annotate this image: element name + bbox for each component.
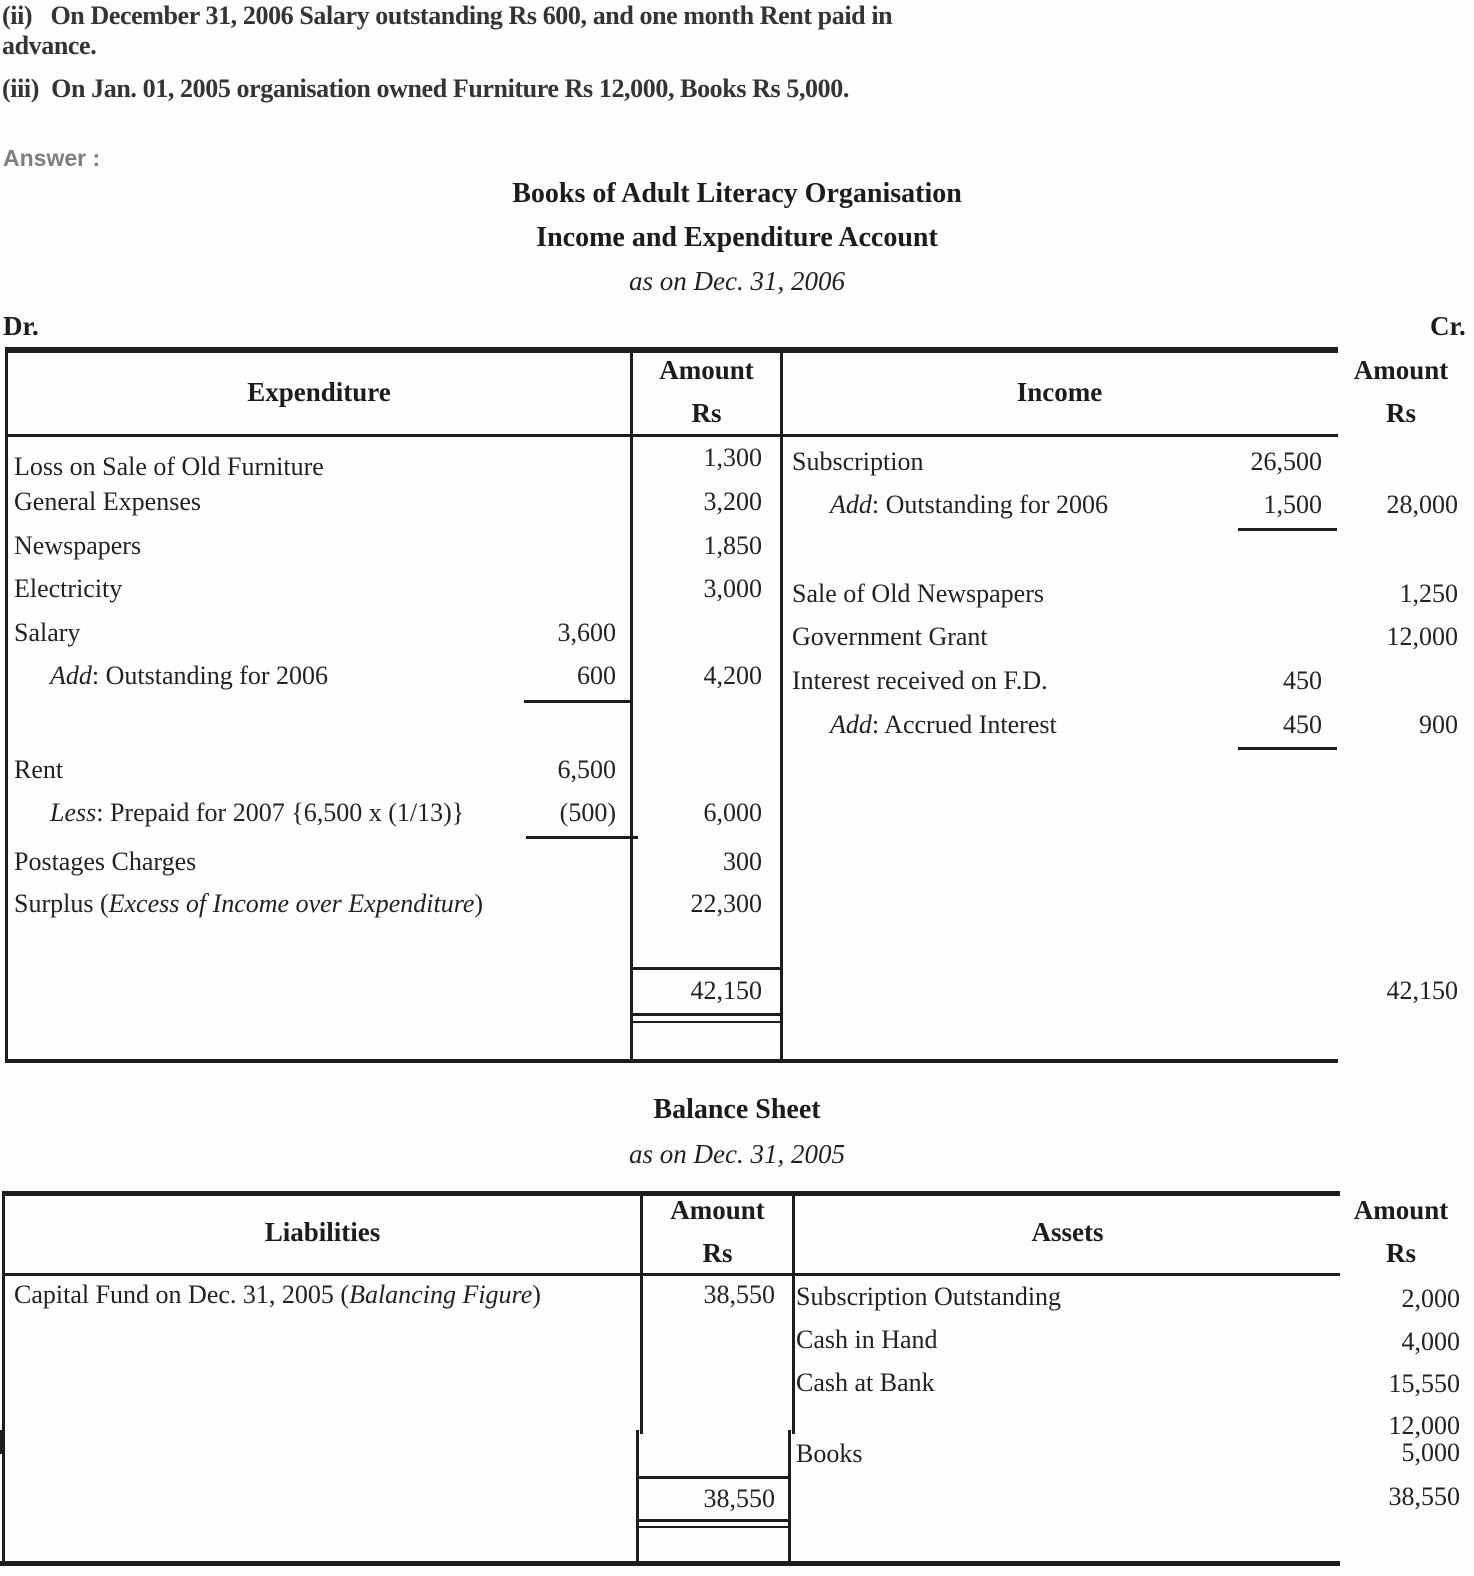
total-rule-top	[638, 1476, 790, 1479]
bs-amount-col-right-divider-lower	[788, 1430, 791, 1566]
table-row-label: Salary	[14, 618, 81, 647]
sub-amount-cell: 450	[1283, 666, 1322, 695]
table-row-label: Newspapers	[14, 531, 142, 560]
balance-sheet-title: Balance Sheet	[653, 1094, 821, 1125]
total-amount-cell: 42,150	[690, 976, 762, 1005]
ie-col-income: Income	[1016, 377, 1103, 407]
note-iii: (iii) On Jan. 01, 2005 organisation owned Furniture Rs 12,000, Books Rs 5,000.	[2, 74, 849, 103]
balance-sheet-date: as on Dec. 31, 2005	[629, 1139, 845, 1169]
bs-col-assets: Assets	[1031, 1217, 1104, 1247]
sub-amount-cell: 6,500	[557, 755, 616, 784]
table-row-label: General Expenses	[14, 487, 201, 516]
table-row-label: Capital Fund on Dec. 31, 2005 (Balancing Figure)	[14, 1280, 541, 1309]
total-rule-top	[632, 967, 782, 970]
table-row-label: Subscription Outstanding	[796, 1282, 1062, 1311]
sub-amount-cell: 1,500	[1263, 490, 1322, 519]
outer-amount-cell: 1,250	[1399, 579, 1458, 608]
sub-amount-cell: 3,600	[557, 618, 616, 647]
table-row-label: Cash in Hand	[796, 1325, 938, 1354]
table-row-label: Surplus (Excess of Income over Expenditure)	[14, 889, 484, 918]
bs-table-bottom-border	[0, 1561, 1340, 1566]
total-rule-double	[638, 1526, 790, 1528]
amount-cell: 4,200	[703, 661, 762, 690]
amount-cell: 38,550	[703, 1280, 775, 1309]
sub-total-rule	[1238, 528, 1337, 531]
outer-amount-cell: 4,000	[1401, 1327, 1460, 1356]
total-amount-cell: 42,150	[1386, 976, 1458, 1005]
ie-col-amount: Amount	[659, 355, 754, 385]
amount-cell: 1,850	[703, 531, 762, 560]
bs-col-amount: Amount	[670, 1195, 765, 1225]
amount-cell: 3,200	[703, 487, 762, 516]
outer-amount-cell: 12,000	[1386, 622, 1458, 651]
sub-total-rule	[1238, 747, 1337, 750]
sub-amount-cell: 450	[1283, 710, 1322, 739]
table-row-label: Add: Outstanding for 2006	[50, 661, 329, 690]
note-ii-line1: (ii) On December 31, 2006 Salary outstanding Rs 600, and one month Rent paid in	[2, 1, 893, 30]
outer-amount-cell: 28,000	[1386, 490, 1458, 519]
table-row-label: Cash at Bank	[796, 1368, 935, 1397]
table-row-label: Subscription	[792, 447, 924, 476]
outer-amount-cell: 900	[1419, 710, 1458, 739]
ie-amount-col-right-divider	[780, 347, 783, 1062]
amount-cell: 1,300	[703, 443, 762, 472]
table-row-label: Rent	[14, 755, 64, 784]
table-row-label: Sale of Old Newspapers	[792, 579, 1044, 608]
ie-col-amount-unit: Rs	[691, 398, 722, 428]
amount-cell: 22,300	[690, 889, 762, 918]
bs-col-liabilities: Liabilities	[264, 1217, 381, 1247]
amount-cell: 300	[723, 847, 762, 876]
sub-total-rule	[526, 836, 638, 839]
outer-amount-cell: 15,550	[1388, 1369, 1460, 1398]
total-rule-double	[632, 1021, 782, 1023]
ie-table-top-border	[5, 347, 1338, 353]
bs-col-amount-unit: Rs	[702, 1238, 733, 1268]
bs-col-amount-outer-unit: Rs	[1385, 1238, 1416, 1268]
sub-total-rule	[524, 700, 632, 703]
dr-label: Dr.	[3, 311, 39, 341]
cr-label: Cr.	[1430, 311, 1466, 341]
outer-amount-cell: 5,000	[1401, 1438, 1460, 1467]
sub-amount-cell: 600	[577, 661, 616, 690]
total-rule-bottom	[632, 1013, 782, 1016]
amount-cell: 6,000	[703, 798, 762, 827]
scan-artifact-tick	[0, 1430, 5, 1454]
ie-col-amount-outer: Amount	[1353, 355, 1449, 385]
bs-table-left-border	[2, 1191, 5, 1566]
book-title: Books of Adult Literacy Organisation	[512, 178, 962, 209]
bs-amount-col-left-divider-lower	[636, 1430, 639, 1566]
account-date: as on Dec. 31, 2006	[629, 266, 845, 296]
total-rule-bottom	[638, 1519, 790, 1522]
table-row-label: Electricity	[14, 574, 123, 603]
table-row-label: Postages Charges	[14, 847, 197, 876]
table-row-label: Less: Prepaid for 2007 {6,500 x (1/13)}	[50, 798, 465, 827]
ie-col-expenditure: Expenditure	[247, 377, 391, 407]
table-row-label: Loss on Sale of Old Furniture	[14, 452, 324, 481]
ie-col-amount-outer-unit: Rs	[1385, 398, 1416, 428]
note-ii-line2: advance.	[2, 31, 97, 60]
total-amount-cell: 38,550	[703, 1484, 775, 1513]
sub-amount-cell: 26,500	[1250, 447, 1322, 476]
amount-cell: 3,000	[703, 574, 762, 603]
ie-table-bottom-border	[5, 1059, 1338, 1063]
table-row-label: Books	[796, 1439, 863, 1468]
table-row-label: Add: Accrued Interest	[830, 710, 1057, 739]
outer-amount-cell: 2,000	[1401, 1284, 1460, 1313]
bs-header-bottom-border	[2, 1273, 1340, 1276]
table-row-label: Government Grant	[792, 622, 988, 651]
total-amount-cell: 38,550	[1388, 1482, 1460, 1511]
answer-label: Answer :	[3, 145, 101, 171]
table-row-label: Add: Outstanding for 2006	[830, 490, 1109, 519]
ie-header-bottom-border	[5, 434, 1338, 437]
ie-table-left-border	[5, 347, 8, 1062]
sub-amount-cell: (500)	[559, 798, 616, 827]
account-title: Income and Expenditure Account	[536, 222, 938, 253]
bs-col-amount-outer: Amount	[1353, 1195, 1449, 1225]
outer-amount-cell: 12,000	[1388, 1411, 1460, 1440]
table-row-label: Interest received on F.D.	[792, 666, 1048, 695]
bs-amount-col-left-divider	[640, 1191, 643, 1434]
